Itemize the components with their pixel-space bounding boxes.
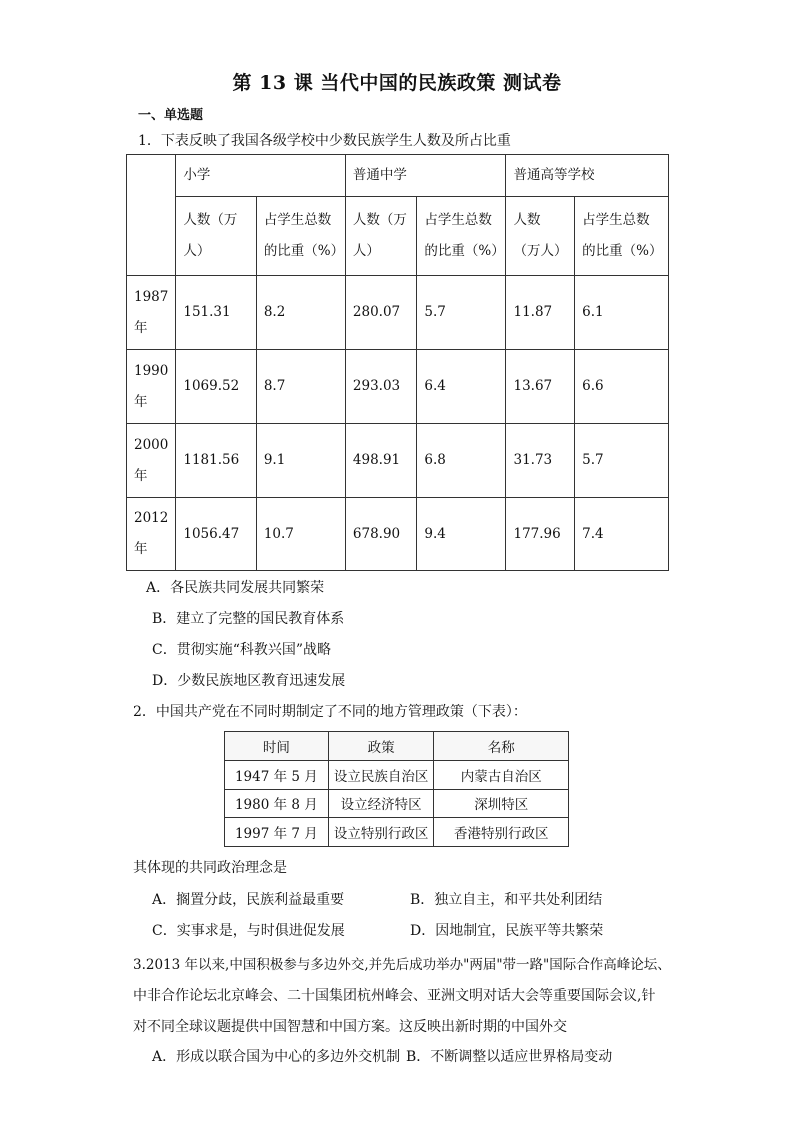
table-cell: 1181.56: [176, 424, 256, 498]
policy-table: [224, 731, 569, 847]
table-cell: 11.87: [506, 276, 575, 350]
section-heading: 一、单选题: [138, 108, 204, 123]
table-cell: 8.2: [256, 276, 345, 350]
question-3-line-2: 中非合作论坛北京峰会、二十国集团杭州峰会、亚洲文明对话大会等重要国际会议,针: [133, 988, 656, 1004]
table-cell: 6.1: [575, 276, 669, 350]
table-cell: 6.4: [417, 350, 506, 424]
group-header: 普通中学: [345, 155, 506, 197]
q1-option-c[interactable]: C．贯彻实施“科教兴国”战略: [152, 642, 332, 658]
year-cell: 1990年: [127, 350, 176, 424]
column-header: 名称: [434, 732, 569, 761]
sub-header: 占学生总数的比重（%）: [256, 197, 345, 276]
question-2-stem: 2．中国共产党在不同时期制定了不同的地方管理政策（下表）：: [133, 704, 527, 720]
table-row: [225, 818, 569, 847]
group-header: 小学: [176, 155, 346, 197]
table-row: [127, 498, 669, 571]
q2-option-a[interactable]: A．搁置分歧，民族利益最重要: [152, 892, 345, 908]
q2-option-b[interactable]: B．独立自主，和平共处利团结: [410, 892, 603, 908]
table-cell: 177.96: [506, 498, 575, 571]
table-cell: 9.4: [417, 498, 506, 571]
table-cell: 280.07: [345, 276, 416, 350]
table-cell: 1056.47: [176, 498, 256, 571]
table-cell: 1069.52: [176, 350, 256, 424]
group-header: 普通高等学校: [506, 155, 669, 197]
table-cell: 31.73: [506, 424, 575, 498]
table-row: [225, 789, 569, 818]
table-cell: 深圳特区: [434, 789, 569, 818]
table-cell: 1980 年 8 月: [225, 789, 329, 818]
table-cell: 5.7: [417, 276, 506, 350]
table-cell: 10.7: [256, 498, 345, 571]
table-cell: 设立特别行政区: [328, 818, 434, 847]
table-cell: 6.6: [575, 350, 669, 424]
table-cell: 9.1: [256, 424, 345, 498]
q1-option-a[interactable]: A．各民族共同发展共同繁荣: [146, 580, 325, 596]
table-cell: 678.90: [345, 498, 416, 571]
table-cell: 13.67: [506, 350, 575, 424]
table-cell: 香港特别行政区: [434, 818, 569, 847]
table-cell: 内蒙古自治区: [434, 760, 569, 789]
table-row: [127, 424, 669, 498]
table-cell: 7.4: [575, 498, 669, 571]
sub-header: 人数（万人）: [176, 197, 256, 276]
q3-option-a[interactable]: A．形成以联合国为中心的多边外交机制: [152, 1049, 401, 1065]
table-cell: 498.91: [345, 424, 416, 498]
q3-option-b[interactable]: B．不断调整以适应世界格局变动: [406, 1049, 613, 1065]
table-cell: 8.7: [256, 350, 345, 424]
table-row: [127, 350, 669, 424]
table-cell: 设立经济特区: [328, 789, 434, 818]
table-row: [127, 276, 669, 350]
table-cell: 设立民族自治区: [328, 760, 434, 789]
table-cell: 151.31: [176, 276, 256, 350]
sub-header: 人数（万人）: [506, 197, 575, 276]
table-cell: 293.03: [345, 350, 416, 424]
sub-header: 占学生总数的比重（%）: [575, 197, 669, 276]
table-header-row: [225, 732, 569, 761]
corner-cell: [127, 155, 176, 276]
table-group-header-row: [127, 155, 669, 197]
q2-option-c[interactable]: C．实事求是，与时俱进促发展: [152, 923, 345, 939]
q1-option-b[interactable]: B．建立了完整的国民教育体系: [152, 611, 345, 627]
question-1-stem: 1．下表反映了我国各级学校中少数民族学生人数及所占比重: [138, 133, 511, 149]
sub-header: 占学生总数的比重（%）: [417, 197, 506, 276]
table-cell: 5.7: [575, 424, 669, 498]
student-table: [126, 154, 669, 571]
table-cell: 1997 年 7 月: [225, 818, 329, 847]
question-2-follow: 其体现的共同政治理念是: [133, 860, 287, 876]
page-title: 第 13 课 当代中国的民族政策 测试卷: [232, 72, 562, 94]
year-cell: 2012年: [127, 498, 176, 571]
sub-header: 人数（万人）: [345, 197, 416, 276]
column-header: 政策: [328, 732, 434, 761]
table-cell: 6.8: [417, 424, 506, 498]
year-cell: 1987年: [127, 276, 176, 350]
column-header: 时间: [225, 732, 329, 761]
table-sub-header-row: [127, 197, 669, 276]
q1-option-d[interactable]: D．少数民族地区教育迅速发展: [152, 673, 346, 689]
q2-option-d[interactable]: D．因地制宜，民族平等共繁荣: [410, 923, 604, 939]
year-cell: 2000年: [127, 424, 176, 498]
table-row: [225, 760, 569, 789]
question-3-line-1: 3.2013 年以来,中国积极参与多边外交,并先后成功举办"两届"带一路"国际合作高峰论坛、: [133, 957, 671, 973]
table-cell: 1947 年 5 月: [225, 760, 329, 789]
question-3-line-3: 对不同全球议题提供中国智慧和中国方案。这反映出新时期的中国外交: [133, 1019, 567, 1035]
